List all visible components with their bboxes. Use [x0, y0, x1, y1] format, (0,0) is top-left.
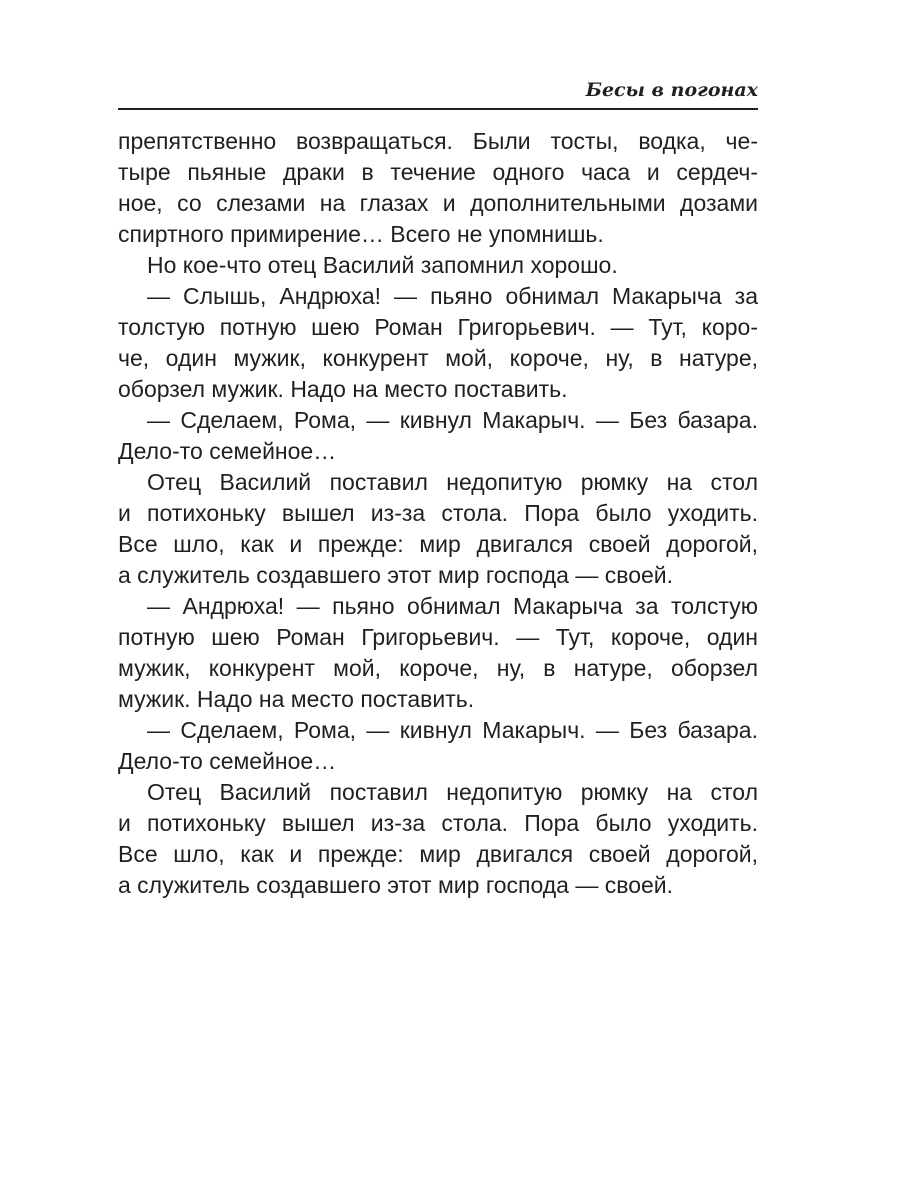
- text-line-11: Дело-то семейное…: [118, 438, 337, 464]
- text-line-3: ное, со слезами на глазах и дополнительными дозами: [118, 190, 758, 216]
- text-line-5: Но кое-что отец Василий запомнил хорошо.: [147, 252, 618, 278]
- running-header-title: Бесы в погонах: [585, 79, 758, 101]
- body-text: [118, 126, 758, 901]
- text-line-21: Дело-то семейное…: [118, 748, 337, 774]
- text-line-12: Отец Василий поставил недопитую рюмку на стол: [147, 469, 758, 495]
- text-line-6: — Слышь, Андрюха! — пьяно обнимал Макарыча за: [147, 283, 758, 309]
- text-line-18: мужик, конкурент мой, короче, ну, в натуре, оборзел: [118, 655, 758, 681]
- text-line-2: тыре пьяные драки в течение одного часа и сердеч-: [118, 159, 758, 185]
- text-line-4: спиртного примирение… Всего не упомнишь.: [118, 221, 604, 247]
- text-line-25: а служитель создавшего этот мир господа — своей.: [118, 872, 674, 898]
- text-line-13: и потихоньку вышел из-за стола. Пора было уходить.: [118, 500, 758, 526]
- text-line-19: мужик. Надо на место поставить.: [118, 686, 475, 712]
- text-line-22: Отец Василий поставил недопитую рюмку на стол: [147, 779, 758, 805]
- text-line-15: а служитель создавшего этот мир господа — своей.: [118, 562, 674, 588]
- text-line-16: — Андрюха! — пьяно обнимал Макарыча за толстую: [147, 593, 758, 619]
- text-line-9: оборзел мужик. Надо на место поставить.: [118, 376, 568, 402]
- text-line-14: Все шло, как и прежде: мир двигался своей дорогой,: [118, 531, 758, 557]
- text-line-20: — Сделаем, Рома, — кивнул Макарыч. — Без базара.: [147, 717, 758, 743]
- text-line-23: и потихоньку вышел из-за стола. Пора было уходить.: [118, 810, 758, 836]
- text-line-7: толстую потную шею Роман Григорьевич. — Тут, коро-: [118, 314, 758, 340]
- running-header: [118, 76, 758, 110]
- text-line-1: препятственно возвращаться. Были тосты, водка, че-: [118, 128, 758, 154]
- text-line-10: — Сделаем, Рома, — кивнул Макарыч. — Без базара.: [147, 407, 758, 433]
- text-line-24: Все шло, как и прежде: мир двигался своей дорогой,: [118, 841, 758, 867]
- text-line-17: потную шею Роман Григорьевич. — Тут, короче, один: [118, 624, 758, 650]
- text-line-8: че, один мужик, конкурент мой, короче, ну, в натуре,: [118, 345, 758, 371]
